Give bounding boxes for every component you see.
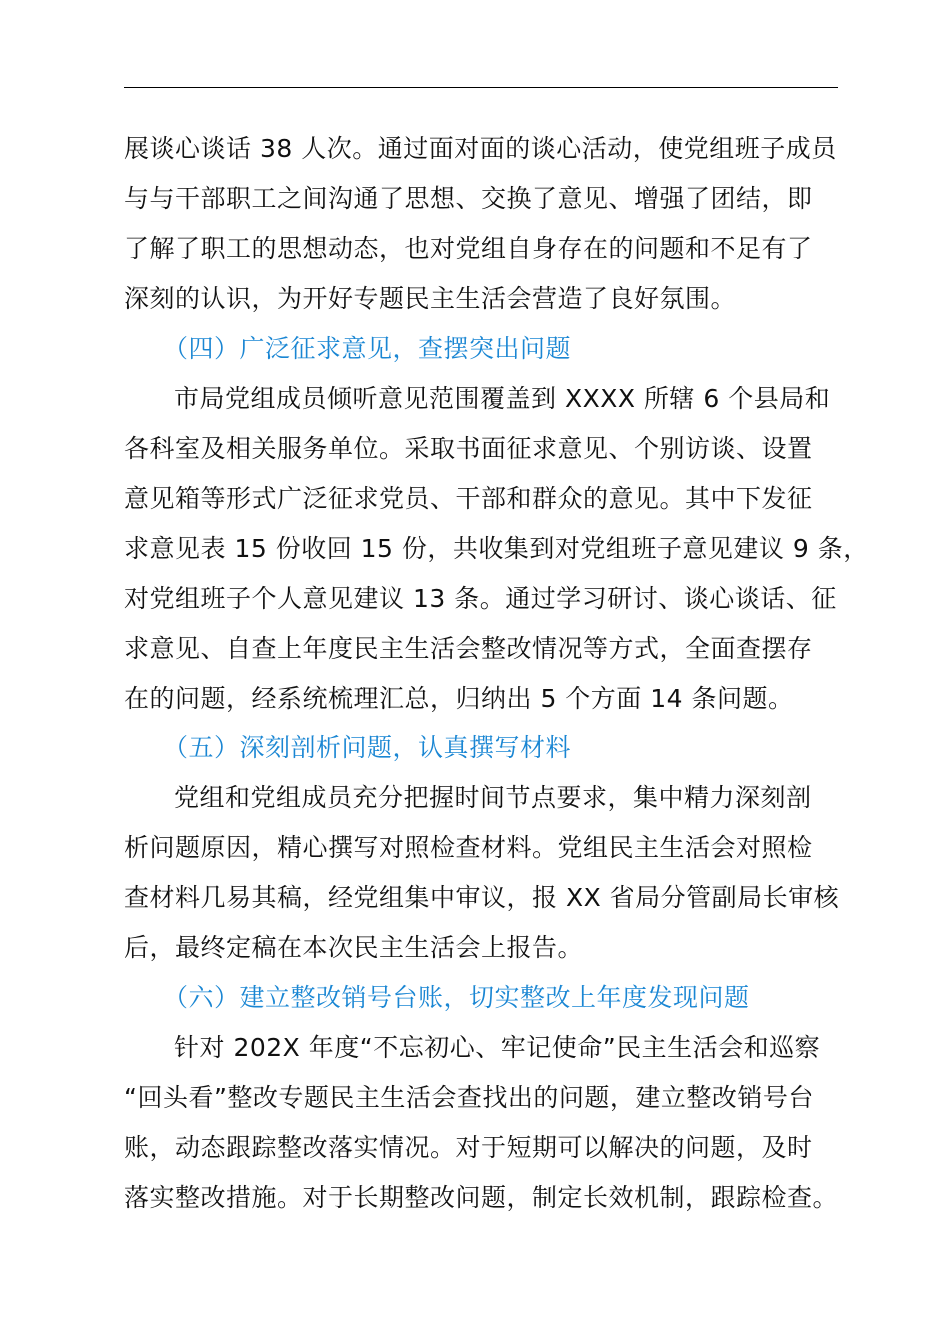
body-line: 落实整改措施。对于长期整改问题，制定长效机制，跟踪检查。 — [124, 1183, 839, 1212]
body-line: 在的问题，经系统梳理汇总，归纳出 5 个方面 14 条问题。 — [124, 684, 794, 713]
body-line: 市局党组成员倾听意见范围覆盖到 XXXX 所辖 6 个县局和 — [174, 384, 831, 413]
body-line: 求意见、自查上年度民主生活会整改情况等方式，全面查摆存 — [124, 634, 813, 663]
header-rule — [124, 87, 838, 88]
body-line: 查材料几易其稿，经党组集中审议，报 XX 省局分管副局长审核 — [124, 883, 840, 912]
body-line: “回头看”整改专题民主生活会查找出的问题，建立整改销号台 — [124, 1083, 814, 1112]
section-heading-4: （四）广泛征求意见，查摆突出问题 — [163, 334, 572, 363]
body-line: 析问题原因，精心撰写对照检查材料。党组民主生活会对照检 — [124, 833, 813, 862]
body-line: 党组和党组成员充分把握时间节点要求，集中精力深刻剖 — [174, 783, 812, 812]
body-line: 意见箱等形式广泛征求党员、干部和群众的意见。其中下发征 — [124, 484, 813, 513]
body-line: 了解了职工的思想动态，也对党组自身存在的问题和不足有了 — [124, 234, 813, 263]
body-line: 与与干部职工之间沟通了思想、交换了意见、增强了团结，即 — [124, 184, 813, 213]
body-line: 后，最终定稿在本次民主生活会上报告。 — [124, 933, 584, 962]
body-line: 求意见表 15 份收回 15 份，共收集到对党组班子意见建议 9 条， — [124, 534, 869, 563]
section-heading-5: （五）深刻剖析问题，认真撰写材料 — [163, 733, 572, 762]
body-line: 展谈心谈话 38 人次。通过面对面的谈心活动，使党组班子成员 — [124, 134, 837, 163]
body-line: 对党组班子个人意见建议 13 条。通过学习研讨、谈心谈话、征 — [124, 584, 837, 613]
body-line: 各科室及相关服务单位。采取书面征求意见、个别访谈、设置 — [124, 434, 813, 463]
section-heading-6: （六）建立整改销号台账，切实整改上年度发现问题 — [163, 983, 750, 1012]
body-line: 深刻的认识，为开好专题民主生活会营造了良好氛围。 — [124, 284, 737, 313]
body-line: 针对 202X 年度“不忘初心、牢记使命”民主生活会和巡察 — [174, 1033, 821, 1062]
body-line: 账，动态跟踪整改落实情况。对于短期可以解决的问题，及时 — [124, 1133, 813, 1162]
